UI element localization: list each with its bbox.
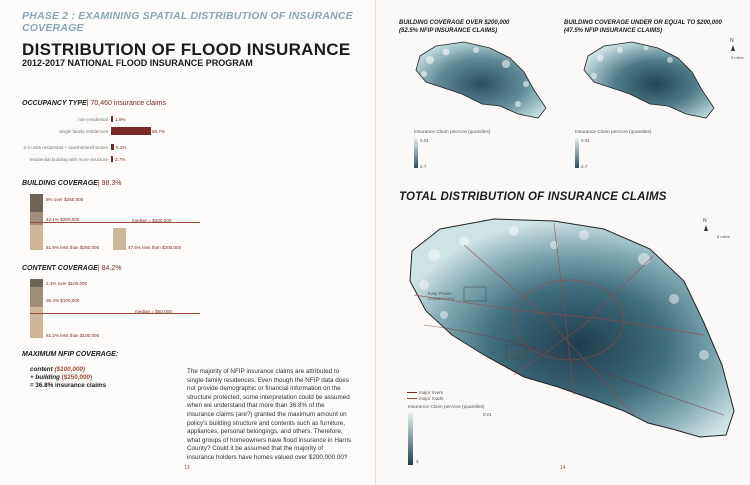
max-line-building: + building ($250,000) — [30, 374, 93, 381]
building-seg-bottom-label: 51.9% less than $250,000 — [46, 245, 100, 250]
map1-legend-label: Insurance Claim perAcre (quantiles) — [414, 130, 491, 135]
building-seg-mid-label: 42.1% $250,000 — [46, 217, 80, 222]
big-legend-max: 3 — [416, 459, 419, 464]
big-map-north-label: N — [703, 218, 707, 224]
big-map-scale: 5 miles — [717, 234, 730, 239]
map1-county-shape — [416, 42, 546, 118]
occupancy-row-label: single family residences — [59, 129, 108, 134]
occupancy-row-label: 2-4 units residential + townhomes/houses — [23, 145, 108, 150]
occupancy-bar — [111, 116, 113, 122]
north-arrow-icon — [731, 45, 735, 51]
map1-title: BUILDING COVERAGE OVER $200,000 (52.5% NFIP INSURANCE CLAIMS) — [399, 20, 510, 34]
occupancy-row-pct: 1.9% — [115, 117, 126, 122]
building-seg-top-label: 8% over $250,000 — [46, 197, 84, 202]
building-bar-top — [30, 194, 43, 212]
page-number-right: 14 — [560, 465, 566, 471]
max-coverage-block — [30, 366, 106, 390]
content-heading — [22, 265, 121, 272]
phase-heading: PHASE 2 : EXAMINING SPATIAL DISTRIBUTION OF INSURANCE COVERAGE — [22, 10, 353, 34]
building-median-line — [30, 222, 200, 223]
map2-building-under-200k — [574, 38, 724, 128]
right-page — [375, 0, 750, 485]
content-seg-bottom-label: 61.2% less than $100,000 — [46, 333, 100, 338]
max-heading: MAXIMUM NFIP COVERAGE: — [22, 351, 119, 358]
roads-legend-swatch — [407, 398, 417, 399]
big-legend-label: Insurance Claim perAcre (quantiles) — [408, 405, 485, 410]
map2-title: BUILDING COVERAGE UNDER OR EQUAL TO $200,000 (47.5% NFIP INSURANCE CLAIMS) — [564, 20, 722, 34]
building-label: BUILDING COVERAGE — [22, 180, 98, 187]
content-median-label: median = $60,000 — [135, 309, 172, 314]
occupancy-row-label: non residential — [78, 117, 108, 122]
max-line-result: = 36.8% insurance claims — [30, 382, 107, 389]
big-legend-ramp — [408, 413, 413, 465]
park2-label: Bear Creek Park — [509, 349, 533, 359]
rivers-legend-swatch — [407, 392, 417, 393]
occupancy-bar — [111, 156, 113, 162]
total-distribution-title: TOTAL DISTRIBUTION OF INSURANCE CLAIMS — [399, 191, 667, 203]
map2-scale: 5 miles — [731, 55, 744, 60]
building-bar-mid — [30, 212, 43, 225]
roads-legend-label: major roads — [419, 396, 444, 401]
content-label: CONTENT COVERAGE — [22, 265, 98, 272]
content-bar-bottom — [30, 307, 43, 338]
map1-legend-max: 2.7 — [420, 164, 427, 169]
building-right-label: 47.5% less than $200,000 — [128, 245, 182, 250]
map2-legend-max: 2.7 — [581, 164, 588, 169]
occupancy-row-pct: 3.7% — [115, 157, 126, 162]
map1-legend-ramp — [414, 138, 418, 168]
building-median-label: median = $200,000 — [132, 218, 172, 223]
page-number-left: 13 — [184, 465, 190, 471]
building-heading — [22, 180, 121, 187]
body-paragraph: The majority of NFIP insurance claims are attributed to single-family residences. Even though the NFIP data does not provide demographic or financial information on the structure protected, some interpretation could be assumed when we understand that more than 36.8% of the insurance claims (are?) granted the maximum amount on policy's building structure and contents such as furniture, appliances, personal belongings, and others. Therefore, what groups of homeowners have flood insurance in Harris County? Could it be assumed that the majority of insurance holders have homes valued over $200,000.00? — [187, 368, 352, 461]
page-title: DISTRIBUTION OF FLOOD INSURANCE — [22, 40, 351, 59]
rivers-legend-label: major rivers — [419, 390, 443, 395]
map2-county-shape — [584, 42, 714, 118]
building-total: | 98.3% — [97, 180, 122, 187]
content-bar-mid — [30, 287, 43, 307]
content-median-line — [30, 313, 200, 314]
max-line-content: content ($100,000) — [30, 366, 85, 373]
occupancy-label: OCCUPANCY TYPE — [22, 100, 87, 107]
park1-label: Katy Prairie Conservancy — [428, 291, 455, 301]
occupancy-row-pct: 89.7% — [152, 129, 166, 134]
building-bar-bottom — [30, 225, 43, 250]
building-right-bar — [113, 228, 126, 250]
occupancy-row-pct: 5.2% — [116, 145, 127, 150]
content-seg-mid-label: 36.4% $100,000 — [46, 298, 80, 303]
total-distribution-map — [404, 215, 744, 480]
occupancy-total: | 70,460 insurance claims — [86, 100, 166, 107]
map2-legend-ramp — [575, 138, 579, 168]
big-map-north-arrow-icon — [704, 225, 708, 231]
map1-building-over-200k — [406, 38, 556, 128]
page-subtitle: 2012-2017 NATIONAL FLOOD INSURANCE PROGRAM — [22, 58, 253, 68]
content-seg-top-label: 2.4% over $100,000 — [46, 281, 88, 286]
content-total: | 84.2% — [97, 265, 122, 272]
big-legend-min: 0.01 — [483, 412, 492, 417]
map2-north-label: N — [730, 38, 734, 44]
occupancy-row-label: residential building with more structure — [29, 157, 108, 162]
occupancy-bar — [111, 127, 151, 135]
map2-legend-min: 0.01 — [581, 138, 590, 143]
map1-legend-min: 0.01 — [420, 138, 429, 143]
content-bar-top — [30, 279, 43, 287]
occupancy-bar — [111, 144, 114, 150]
occupancy-heading — [22, 100, 166, 107]
map2-legend-label: Insurance Claim perAcre (quantiles) — [575, 130, 652, 135]
